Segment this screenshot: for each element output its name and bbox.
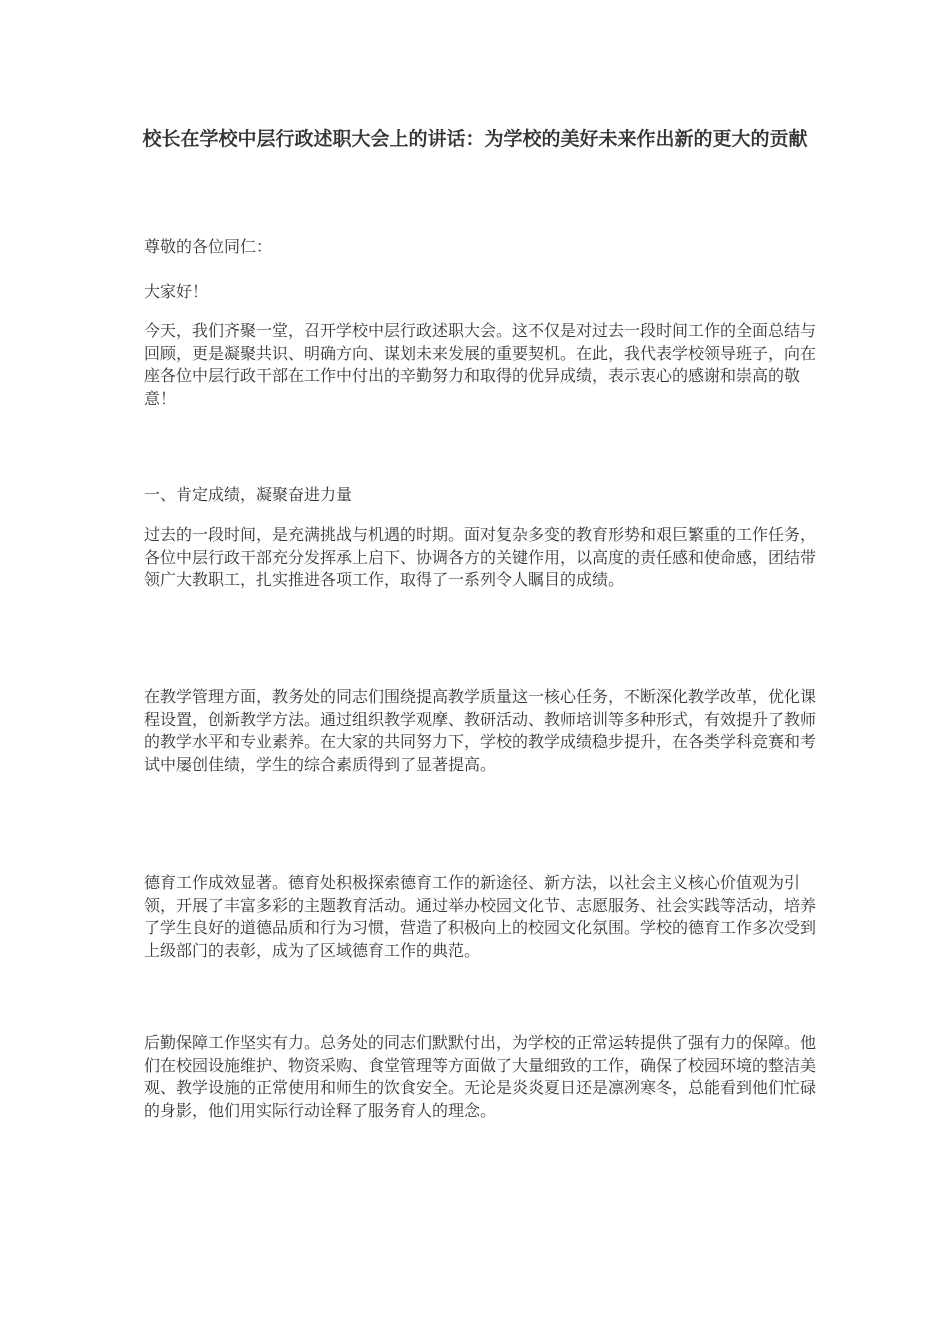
section-heading: 一、肯定成绩，凝聚奋进力量 (144, 485, 353, 504)
greeting: 大家好！ (144, 282, 209, 301)
document-title: 校长在学校中层行政述职大会上的讲话：为学校的美好未来作出新的更大的贡献 (142, 128, 808, 150)
achievements-intro-paragraph: 过去的一段时间，是充满挑战与机遇的时期。面对复杂多变的教育形势和艰巨繁重的工作任务，各位中层行政干部充分发挥承上启下、协调各方的关键作用，以高度的责任感和使命感，团结带领广大教职工，扎实推进各项工作，取得了一系列令人瞩目的成绩。 (144, 525, 817, 589)
logistics-paragraph: 后勤保障工作坚实有力。总务处的同志们默默付出，为学校的正常运转提供了强有力的保障。他们在校园设施维护、物资采购、食堂管理等方面做了大量细致的工作，确保了校园环境的整洁美观、教学设施的正常使用和师生的饮食安全。无论是炎炎夏日还是凛冽寒冬，总能看到他们忙碌的身影，他们用实际行动诠释了服务育人的理念。 (144, 1033, 817, 1120)
teaching-management-paragraph: 在教学管理方面，教务处的同志们围绕提高教学质量这一核心任务，不断深化教学改革，优化课程设置，创新教学方法。通过组织教学观摩、教研活动、教师培训等多种形式，有效提升了教师的教学水平和专业素养。在大家的共同努力下，学校的教学成绩稳步提升，在各类学科竞赛和考试中屡创佳绩，学生的综合素质得到了显著提高。 (144, 687, 817, 774)
opening-paragraph: 今天，我们齐聚一堂，召开学校中层行政述职大会。这不仅是对过去一段时间工作的全面总结与回顾，更是凝聚共识、明确方向、谋划未来发展的重要契机。在此，我代表学校领导班子，向在座各位中层行政干部在工作中付出的辛勤努力和取得的优异成绩，表示衷心的感谢和崇高的敬意！ (144, 321, 817, 408)
moral-education-paragraph: 德育工作成效显著。德育处积极探索德育工作的新途径、新方法，以社会主义核心价值观为引领，开展了丰富多彩的主题教育活动。通过举办校园文化节、志愿服务、社会实践等活动，培养了学生良好的道德品质和行为习惯，营造了积极向上的校园文化氛围。学校的德育工作多次受到上级部门的表彰，成为了区域德育工作的典范。 (144, 873, 817, 960)
salutation: 尊敬的各位同仁： (144, 237, 273, 256)
